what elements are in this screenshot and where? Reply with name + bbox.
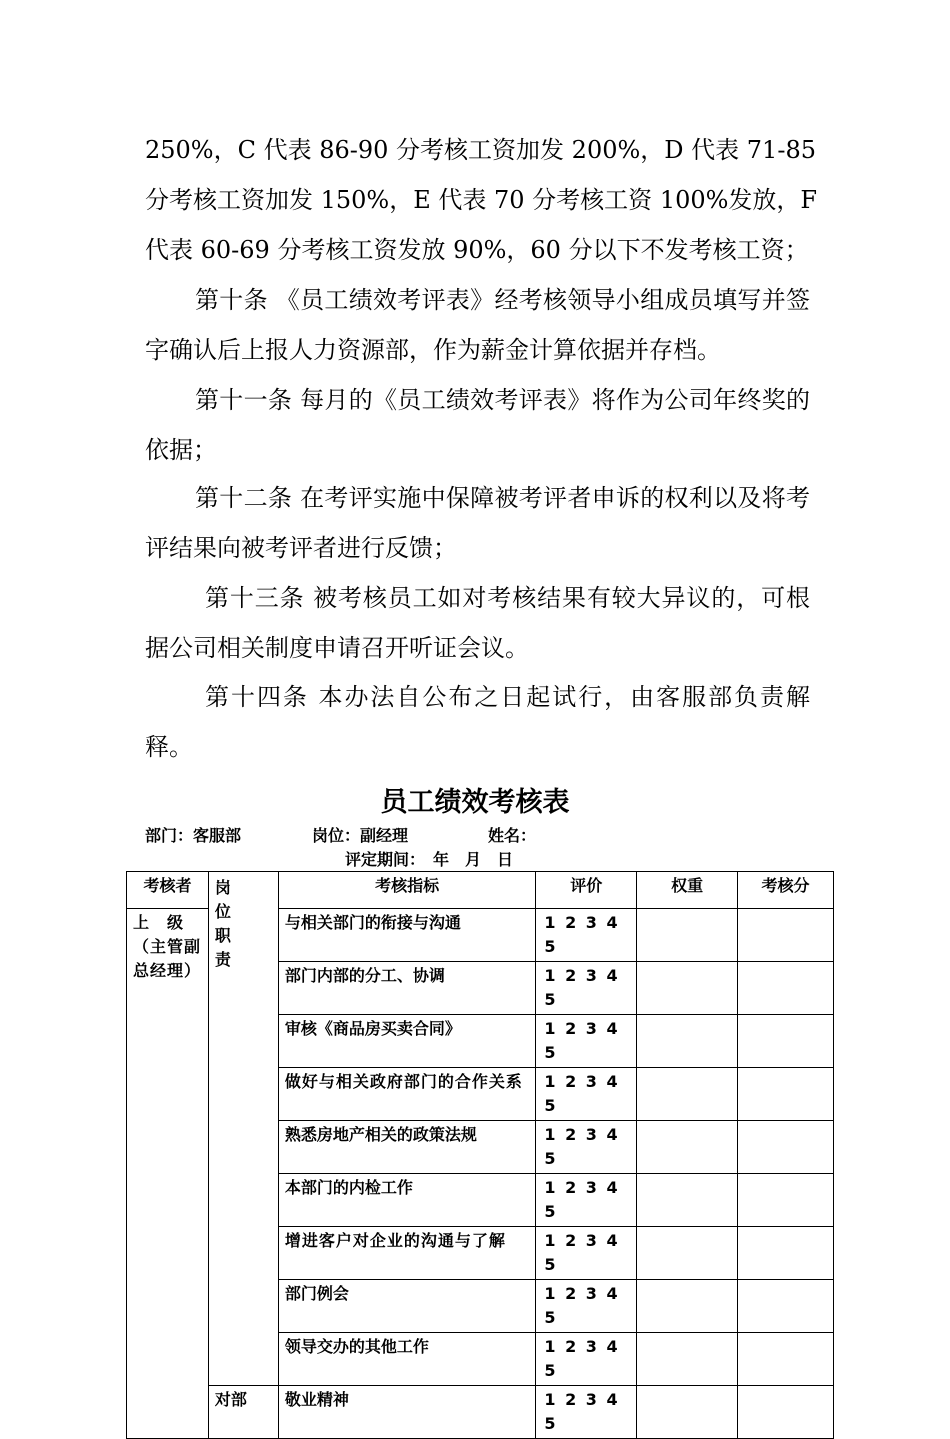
article-10: [145, 275, 810, 375]
rating-cell: 1 2 3 4 5: [536, 1227, 637, 1280]
indicator-cell: 做好与相关政府部门的合作关系: [278, 1068, 536, 1121]
indicator-cell: 与相关部门的衔接与沟通: [278, 909, 536, 962]
article-14-text: 第十四条 本办法自公布之日起试行，由客服部负责解释。: [145, 683, 810, 761]
weight-cell[interactable]: [637, 909, 738, 962]
weight-cell[interactable]: [637, 1174, 738, 1227]
weight-cell[interactable]: [637, 962, 738, 1015]
article-11-text: 第十一条 每月的《员工绩效考评表》将作为公司年终奖的依据；: [145, 386, 810, 464]
assessor-cell: [127, 909, 209, 1439]
article-14: [145, 672, 810, 772]
table-header-row: [127, 872, 834, 909]
article-13-text: 第十三条 被考核员工如对考核结果有较大异议的，可根据公司相关制度申请召开听证会议。: [145, 584, 810, 662]
weight-cell[interactable]: [637, 1227, 738, 1280]
score-cell[interactable]: [738, 962, 834, 1015]
evaluation-table: [126, 871, 834, 1439]
weight-cell[interactable]: [637, 1333, 738, 1386]
rating-cell: 1 2 3 4 5: [536, 909, 637, 962]
rating-cell: 1 2 3 4 5: [536, 1280, 637, 1333]
duty-label: 岗位职责: [214, 878, 231, 969]
indicator-cell: 部门例会: [278, 1280, 536, 1333]
weight-cell[interactable]: [637, 1280, 738, 1333]
rating-cell: 1 2 3 4 5: [536, 1386, 637, 1439]
text-line: 分考核工资加发 150%，E 代表 70 分考核工资 100%发放，F: [145, 186, 818, 214]
clause-9-continuation: [145, 125, 818, 275]
score-cell[interactable]: [738, 1333, 834, 1386]
indicator-cell: 审核《商品房买卖合同》: [278, 1015, 536, 1068]
rating-cell: 1 2 3 4 5: [536, 962, 637, 1015]
text-line: 250%，C 代表 86-90 分考核工资加发 200%，D 代表 71-85: [145, 136, 816, 164]
article-11: [145, 375, 810, 475]
rating-cell: 1 2 3 4 5: [536, 1068, 637, 1121]
assessor-label: 上 级（主管副总经理）: [133, 913, 202, 980]
text-line: 代表 60-69 分考核工资发放 90%，60 分以下不发考核工资；: [145, 236, 809, 264]
score-cell[interactable]: [738, 1015, 834, 1068]
group2-label: 对部: [208, 1386, 278, 1439]
score-cell[interactable]: [738, 1386, 834, 1439]
score-cell[interactable]: [738, 1174, 834, 1227]
rating-cell: 1 2 3 4 5: [536, 1015, 637, 1068]
header-duty: [208, 872, 278, 1386]
article-13: [145, 573, 810, 673]
header-weight: 权重: [637, 872, 738, 909]
weight-cell[interactable]: [637, 1386, 738, 1439]
article-12-text: 第十二条 在考评实施中保障被考评者申诉的权利以及将考评结果向被考评者进行反馈；: [145, 484, 810, 562]
form-title: 员工绩效考核表: [380, 787, 570, 818]
rating-cell: 1 2 3 4 5: [536, 1121, 637, 1174]
weight-cell[interactable]: [637, 1068, 738, 1121]
header-assessor: 考核者: [127, 872, 209, 909]
article-12: [145, 473, 810, 573]
table-row: [127, 1386, 834, 1439]
period-label: 评定期间： 年 月 日: [345, 850, 514, 869]
indicator-cell: 本部门的内检工作: [278, 1174, 536, 1227]
rating-cell: 1 2 3 4 5: [536, 1174, 637, 1227]
indicator-cell: 增进客户对企业的沟通与了解: [278, 1227, 536, 1280]
score-cell[interactable]: [738, 1068, 834, 1121]
header-indicator: 考核指标: [278, 872, 536, 909]
header-score: 考核分: [738, 872, 834, 909]
indicator-cell: 领导交办的其他工作: [278, 1333, 536, 1386]
score-cell[interactable]: [738, 1121, 834, 1174]
header-rating: 评价: [536, 872, 637, 909]
department-label: 部门：客服部: [145, 826, 242, 845]
indicator-cell: 敬业精神: [278, 1386, 536, 1439]
weight-cell[interactable]: [637, 1121, 738, 1174]
indicator-cell: 部门内部的分工、协调: [278, 962, 536, 1015]
name-label: 姓名：: [488, 826, 537, 845]
score-cell[interactable]: [738, 1280, 834, 1333]
article-10-text: 第十条 《员工绩效考评表》经考核领导小组成员填写并签字确认后上报人力资源部，作为薪金计算依据并存档。: [145, 286, 810, 364]
rating-cell: 1 2 3 4 5: [536, 1333, 637, 1386]
weight-cell[interactable]: [637, 1015, 738, 1068]
indicator-cell: 熟悉房地产相关的政策法规: [278, 1121, 536, 1174]
position-label: 岗位：副经理: [312, 826, 409, 845]
score-cell[interactable]: [738, 1227, 834, 1280]
score-cell[interactable]: [738, 909, 834, 962]
